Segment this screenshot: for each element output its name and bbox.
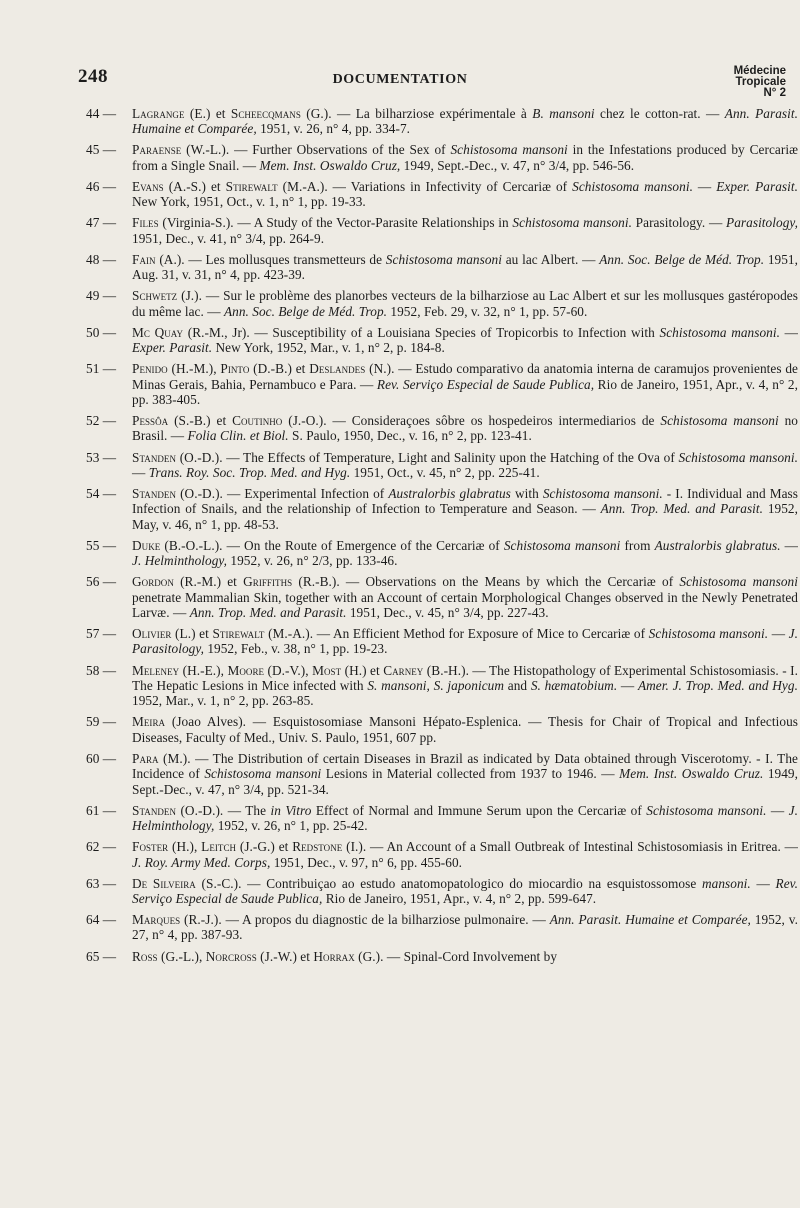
italic-text: Schistosoma mansoni. bbox=[646, 802, 767, 818]
reference-text: no Brasil. — bbox=[132, 413, 798, 444]
author-name: Scheecqmans bbox=[230, 106, 301, 121]
reference-text: (S.-C.). — Contribuiçao ao estudo anatomopatologico do miocardio na esquistossomose bbox=[195, 875, 702, 891]
reference-number: 57 — bbox=[86, 626, 117, 642]
reference-text: — bbox=[692, 178, 717, 194]
reference-text: (L.) et bbox=[171, 626, 213, 642]
italic-text: Schistosoma mansoni. bbox=[542, 486, 663, 502]
reference-text: (A.-S.) et bbox=[163, 178, 226, 194]
italic-text: Exper. Parasit. bbox=[132, 340, 213, 356]
reference-text: in the Infestations produced by Cercariæ from a Single Snail. — bbox=[132, 142, 798, 173]
reference-text: — bbox=[768, 626, 789, 642]
reference-text: 1952, Mar., v. 1, n° 2, pp. 263-85. bbox=[132, 693, 314, 709]
author-name: Redstone bbox=[292, 839, 343, 855]
italic-text: J. Parasitology, bbox=[132, 626, 798, 657]
reference-number: 54 — bbox=[86, 486, 117, 502]
reference-text: and bbox=[504, 677, 531, 693]
author-name: Moore bbox=[227, 662, 265, 678]
reference-number: 62 — bbox=[86, 839, 117, 855]
italic-text: Ann. Trop. Med. and Parasit. bbox=[600, 501, 764, 517]
reference-text: penetrate Mammalian Skin, together with an Account of certain Morphological Changes observed in the Newly Penetrated Larvæ. — bbox=[132, 589, 798, 620]
author-name: Mc Quay bbox=[132, 324, 184, 340]
reference-text: (O.-D.). — The bbox=[176, 802, 271, 818]
author-name: Lagrange bbox=[132, 106, 185, 121]
italic-text: Trans. Roy. Soc. Trop. Med. and Hyg. bbox=[148, 464, 351, 480]
author-name: Paraense bbox=[132, 142, 182, 158]
reference-number: 56 — bbox=[86, 574, 117, 590]
author-name: Stirewalt bbox=[225, 178, 278, 194]
reference-text: (H.), bbox=[168, 839, 202, 855]
reference-text: (A.). — Les mollusques transmetteurs de bbox=[155, 251, 386, 267]
author-name: Penido bbox=[132, 361, 168, 377]
reference-number: 44 — bbox=[86, 106, 117, 121]
reference-entry bbox=[86, 876, 798, 907]
journal-label bbox=[734, 66, 786, 99]
reference-number: 47 — bbox=[86, 215, 117, 231]
reference-entry bbox=[86, 714, 798, 745]
reference-text: 1949, Sept.-Dec., v. 47, n° 3/4, pp. 546-56. bbox=[400, 157, 635, 173]
author-name: Evans bbox=[132, 178, 164, 194]
author-name: De Silveira bbox=[132, 875, 196, 891]
reference-text: Parasitology. — bbox=[631, 215, 727, 231]
author-name: Norcross bbox=[205, 948, 257, 964]
italic-text: Rev. Serviço Especial de Saude Publica, bbox=[132, 875, 798, 906]
reference-text: 1951, Dec., v. 41, n° 3/4, pp. 264-9. bbox=[132, 230, 325, 246]
author-name: Para bbox=[132, 750, 159, 766]
reference-text: New York, 1952, Mar., v. 1, n° 2, p. 184-8. bbox=[212, 340, 445, 356]
author-name: Ross bbox=[132, 948, 158, 964]
reference-list bbox=[86, 106, 798, 970]
author-name: Gordon bbox=[132, 574, 174, 590]
reference-text: (J.). — Sur le problème des planorbes vecteurs de la bilharziose au Lac Albert et sur les mollusques gastéropodes du même lac. — bbox=[132, 288, 798, 319]
journal-line: Tropicale bbox=[735, 76, 786, 88]
reference-entry bbox=[86, 252, 798, 283]
author-name: Marques bbox=[132, 912, 181, 928]
reference-text: — bbox=[132, 464, 149, 480]
italic-text: Amer. J. Trop. Med. and Hyg. bbox=[637, 677, 798, 693]
italic-text: Schistosoma mansoni. bbox=[572, 178, 693, 194]
reference-text: (G.). — Spinal-Cord Involvement by bbox=[354, 948, 558, 964]
author-name: Meira bbox=[132, 714, 166, 730]
italic-text: Ann. Parasit. Humaine et Comparée, bbox=[549, 912, 751, 928]
journal-line: Médecine bbox=[733, 65, 786, 77]
reference-text: (O.-D.). — Experimental Infection of bbox=[176, 486, 389, 502]
reference-entry bbox=[86, 751, 798, 797]
reference-text: (M.). — The Distribution of certain Diseases in Brazil as indicated by Data obtained through Viscerotomy. - I. The Incidence of bbox=[132, 750, 798, 782]
author-name: Stirewalt bbox=[212, 626, 265, 642]
italic-text: J. Helminthology, bbox=[132, 802, 798, 834]
reference-text: 1952, Feb., v. 38, n° 1, pp. 19-23. bbox=[203, 641, 388, 657]
italic-text: Schistosoma mansoni bbox=[450, 142, 568, 158]
reference-number: 60 — bbox=[86, 750, 117, 766]
reference-number: 45 — bbox=[86, 142, 117, 158]
author-name: Olivier bbox=[132, 626, 172, 642]
reference-text: (R.-M.) et bbox=[173, 574, 244, 590]
italic-text: Schistosoma mansoni. bbox=[678, 449, 799, 465]
reference-text: (Virginia-S.). — A Study of the Vector-Parasite Relationships in bbox=[158, 215, 513, 231]
reference-text: (M.-A.). — Variations in Infectivity of Cercariæ of bbox=[277, 178, 573, 194]
reference-text: - I. Individual and Mass Infection of Snails, and the relationship of Infection to Temperature and Season. — bbox=[132, 486, 799, 517]
italic-text: Schistosoma mansoni bbox=[679, 574, 798, 590]
italic-text: Schistosoma mansoni bbox=[385, 251, 502, 267]
reference-text: (D.-V.), bbox=[264, 662, 313, 678]
reference-text: — bbox=[780, 324, 798, 340]
reference-text: (R.-M., Jr). — Susceptibility of a Louisiana Species of Tropicorbis to Infection with bbox=[183, 324, 660, 340]
reference-text: (S.-B.) et bbox=[168, 413, 233, 429]
reference-text: 1952, Feb. 29, v. 32, n° 1, pp. 57-60. bbox=[387, 303, 588, 319]
italic-text: S. mansoni, S. japonicum bbox=[367, 677, 505, 693]
reference-text: chez le cotton-rat. — bbox=[594, 106, 725, 121]
italic-text: Schistosoma mansoni bbox=[204, 766, 322, 782]
italic-text: Schistosoma mansoni. bbox=[512, 215, 632, 231]
italic-text: Ann. Soc. Belge de Méd. Trop. bbox=[223, 303, 388, 319]
reference-number: 61 — bbox=[86, 802, 117, 818]
italic-text: Rev. Serviço Especial de Saude Publica, bbox=[376, 376, 595, 392]
italic-text: B. mansoni bbox=[532, 106, 595, 121]
reference-entry bbox=[86, 413, 798, 444]
reference-entry bbox=[86, 288, 798, 319]
italic-text: Parasitology, bbox=[726, 215, 798, 231]
reference-number: 52 — bbox=[86, 413, 117, 429]
reference-text: (O.-D.). — The Effects of Temperature, Light and Salinity upon the Hatching of the Ova of bbox=[176, 449, 679, 465]
author-name: Standen bbox=[132, 449, 177, 465]
reference-text: 1952, v. 27, n° 4, pp. 387-93. bbox=[132, 912, 798, 943]
italic-text: Schistosoma mansoni bbox=[503, 537, 621, 553]
italic-text: Australorbis glabratus bbox=[388, 486, 511, 502]
author-name: Pinto bbox=[220, 361, 250, 377]
author-name: Standen bbox=[132, 486, 177, 502]
italic-text: Folia Clin. et Biol. bbox=[187, 428, 289, 444]
reference-text: (J.-W.) et bbox=[256, 948, 314, 964]
reference-entry bbox=[86, 538, 798, 569]
reference-text: (W.-L.). — Further Observations of the Sex of bbox=[181, 142, 451, 158]
reference-text: (B.-H.). — The Histopathology of Experimental Schistosomiasis. - I. The Hepatic Lesions in Mice infected with bbox=[132, 662, 798, 693]
italic-text: Schistosoma mansoni. bbox=[659, 324, 780, 340]
reference-text: 1951, Dec., v. 45, n° 3/4, pp. 227-43. bbox=[346, 605, 549, 620]
reference-number: 51 — bbox=[86, 361, 117, 377]
reference-text: (E.) et bbox=[184, 106, 231, 121]
reference-entry bbox=[86, 325, 798, 356]
reference-entry bbox=[86, 839, 798, 870]
reference-text: (H.-M.), bbox=[167, 361, 221, 377]
reference-number: 59 — bbox=[86, 714, 117, 730]
reference-text: 1952, v. 26, n° 2/3, pp. 133-46. bbox=[227, 553, 398, 569]
italic-text: Australorbis glabratus. bbox=[654, 537, 781, 553]
reference-text: New York, 1951, Oct., v. 1, n° 1, pp. 19-33. bbox=[132, 194, 366, 210]
author-name: Files bbox=[132, 215, 159, 231]
italic-text: Mem. Inst. Oswaldo Cruz. bbox=[619, 766, 764, 782]
reference-entry bbox=[86, 106, 798, 137]
reference-text: (J.-O.). — Consideraçoes sôbre os hospedeiros intermediarios de bbox=[282, 413, 661, 429]
reference-entry bbox=[86, 574, 798, 620]
reference-text: (D.-B.) et bbox=[249, 361, 310, 377]
author-name: Duke bbox=[132, 537, 161, 553]
reference-text: 1951, Aug. 31, v. 31, n° 4, pp. 423-39. bbox=[132, 251, 798, 283]
italic-text: Schistosoma mansoni. bbox=[648, 626, 769, 642]
author-name: Schwetz bbox=[132, 288, 178, 304]
italic-text: Ann. Soc. Belge de Méd. Trop. bbox=[599, 251, 765, 267]
reference-text: (G.). — La bilharziose expérimentale à bbox=[300, 106, 533, 121]
reference-text: Rio de Janeiro, 1951, Apr., v. 4, n° 2, pp. 383-405. bbox=[132, 376, 799, 407]
reference-number: 48 — bbox=[86, 251, 117, 267]
reference-number: 65 — bbox=[86, 948, 117, 964]
reference-entry bbox=[86, 450, 798, 481]
reference-text: 1951, Oct., v. 45, n° 2, pp. 225-41. bbox=[350, 464, 540, 480]
reference-entry bbox=[86, 912, 798, 943]
page-number: 248 bbox=[78, 66, 108, 87]
reference-text: — bbox=[617, 677, 638, 693]
author-name: Deslandes bbox=[309, 361, 366, 377]
italic-text: J. Roy. Army Med. Corps, bbox=[132, 854, 271, 870]
author-name: Foster bbox=[132, 839, 169, 855]
reference-text: (N.). — Estudo comparativo da anatomia interna de caramujos provenientes de Minas Gerais, Bahia, Pernambuco e Para. — bbox=[132, 361, 799, 392]
reference-text: Effect of Normal and Immune Serum upon the Cercariæ of bbox=[311, 802, 647, 818]
reference-text: S. Paulo, 1950, Dec., v. 16, n° 2, pp. 123-41. bbox=[288, 428, 532, 444]
reference-number: 64 — bbox=[86, 912, 117, 928]
reference-number: 50 — bbox=[86, 324, 117, 340]
italic-text: in Vitro bbox=[270, 802, 312, 818]
reference-entry bbox=[86, 179, 798, 210]
reference-text: 1952, v. 26, n° 1, pp. 25-42. bbox=[214, 818, 368, 834]
author-name: Meleney bbox=[132, 662, 180, 678]
author-name: Griffiths bbox=[243, 574, 293, 590]
italic-text: J. Helminthology, bbox=[132, 553, 228, 569]
reference-text: with bbox=[510, 486, 543, 502]
reference-number: 53 — bbox=[86, 449, 117, 465]
author-name: Standen bbox=[132, 802, 177, 818]
reference-text: (R.-B.). — Observations on the Means by which the Cercariæ of bbox=[292, 574, 680, 590]
reference-text: — bbox=[780, 537, 799, 553]
reference-text: (Joao Alves). — Esquistosomiase Mansoni Hépato-Esplenica. — Thesis for Chair of Tropical and Infectious Diseases, Faculty of Med., Univ. S. Paulo, 1951, 607 pp. bbox=[132, 714, 798, 745]
reference-text: au lac Albert. — bbox=[501, 251, 600, 267]
author-name: Most bbox=[312, 662, 342, 678]
author-name: Carney bbox=[383, 662, 424, 678]
reference-text: 1951, Dec., v. 97, n° 6, pp. 455-60. bbox=[270, 854, 463, 870]
italic-text: mansoni. bbox=[701, 875, 751, 891]
reference-text: 1949, Sept.-Dec., v. 47, n° 3/4, pp. 521-34. bbox=[132, 766, 798, 797]
italic-text: S. hæmatobium. bbox=[530, 677, 618, 693]
reference-entry bbox=[86, 215, 798, 246]
reference-text: — bbox=[750, 875, 776, 891]
author-name: Coutinho bbox=[232, 413, 283, 429]
italic-text: Mem. Inst. Oswaldo Cruz, bbox=[259, 157, 401, 173]
reference-text: — bbox=[766, 802, 789, 818]
reference-entry bbox=[86, 142, 798, 173]
reference-number: 46 — bbox=[86, 178, 117, 194]
author-name: Leitch bbox=[201, 839, 237, 855]
author-name: Horrax bbox=[313, 948, 355, 964]
reference-text: (J.-G.) et bbox=[236, 839, 293, 855]
reference-number: 55 — bbox=[86, 537, 117, 553]
author-name: Pessôa bbox=[132, 413, 169, 429]
italic-text: Ann. Trop. Med. and Parasit. bbox=[189, 605, 347, 620]
reference-entry bbox=[86, 803, 798, 834]
reference-text: (H.) et bbox=[341, 662, 384, 678]
reference-text: (B.-O.-L.). — On the Route of Emergence of the Cercariæ of bbox=[160, 537, 504, 553]
reference-text: (M.-A.). — An Efficient Method for Exposure of Mice to Cercariæ of bbox=[264, 626, 649, 642]
reference-text: 1951, v. 26, n° 4, pp. 334-7. bbox=[256, 121, 411, 137]
reference-number: 58 — bbox=[86, 662, 117, 678]
reference-entry bbox=[86, 663, 798, 709]
journal-line: N° 2 bbox=[763, 87, 786, 99]
reference-entry bbox=[86, 949, 798, 964]
reference-text: (H.-E.), bbox=[179, 662, 228, 678]
reference-entry bbox=[86, 486, 798, 532]
reference-text: from bbox=[620, 537, 655, 553]
reference-text: (G.-L.), bbox=[157, 948, 206, 964]
reference-entry bbox=[86, 626, 798, 657]
reference-number: 49 — bbox=[86, 288, 117, 304]
reference-number: 63 — bbox=[86, 875, 117, 891]
reference-entry bbox=[86, 361, 798, 407]
italic-text: Exper. Parasit. bbox=[716, 178, 799, 194]
running-title: DOCUMENTATION bbox=[332, 72, 468, 87]
italic-text: Ann. Parasit. Humaine et Comparée, bbox=[132, 106, 799, 137]
italic-text: Schistosoma mansoni bbox=[660, 413, 779, 429]
reference-text: Lesions in Material collected from 1937 to 1946. — bbox=[321, 766, 620, 782]
author-name: Fain bbox=[132, 251, 156, 267]
reference-text: (I.). — An Account of a Small Outbreak of Intestinal Schistosomiasis in Eritrea. — bbox=[342, 839, 798, 855]
reference-text: 1952, May, v. 46, n° 1, pp. 48-53. bbox=[132, 501, 799, 532]
reference-text: Rio de Janeiro, 1951, Apr., v. 4, n° 2, pp. 599-647. bbox=[322, 890, 597, 906]
reference-text: (R.-J.). — A propos du diagnostic de la bilharziose pulmonaire. — bbox=[180, 912, 550, 928]
